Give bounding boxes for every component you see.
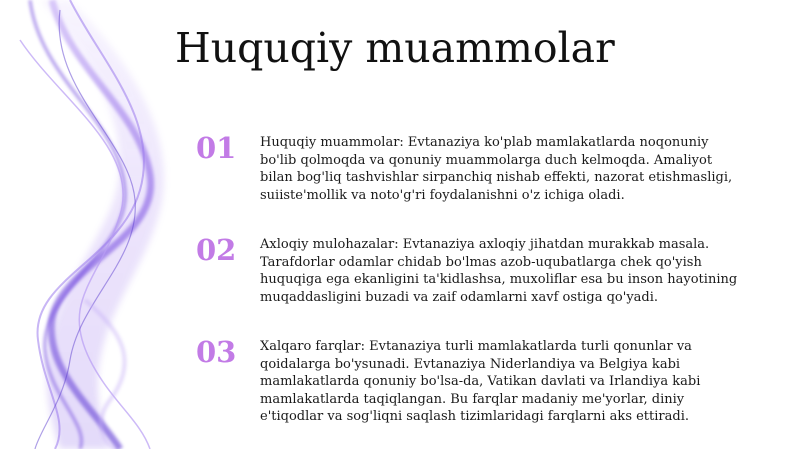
- slide-title: Huquqiy muammolar: [175, 24, 615, 72]
- item-text: Axloqiy mulohazalar: Evtanaziya axloqiy jihatdan murakkab masala. Tarafdorlar odamlar chidab bo'lmas azob-uqubatlarga chek qo'yish huquqiga ega ekanligini ta'kidlashsa, muxoliflar esa bu inson hayotining muqaddasligini buzadi va zaif odamlarni xavf ostiga qo'yadi.: [260, 237, 738, 305]
- item-number: 02: [196, 233, 237, 267]
- item-number: 03: [196, 335, 237, 369]
- purple-smoke-ribbon-decoration: [0, 0, 200, 449]
- item-text: Xalqaro farqlar: Evtanaziya turli mamlakatlarda turli qonunlar va qoidalarga bo'ysunadi. Evtanaziya Niderlandiya va Belgiya kabi mamlakatlarda qonuniy bo'lsa-da, Vatikan davlati va Irlandiya kabi mamlakatlarda taqiqlangan. Bu farqlar madaniy me'yorlar, diniy e'tiqodlar va sog'liqni saqlash tizimlaridagi farqlarni aks ettiradi.: [260, 339, 701, 424]
- item-number: 01: [196, 131, 237, 165]
- item-text: Huquqiy muammolar: Evtanaziya ko'plab mamlakatlarda noqonuniy bo'lib qolmoqda va qonuniy muammolarga duch kelmoqda. Amaliyot bilan bog'liq tashvishlar sirpanchiq nishab effekti, nazorat etishmasligi, suiiste'mollik va noto'g'ri foydalanishni o'z ichiga oladi.: [260, 135, 733, 203]
